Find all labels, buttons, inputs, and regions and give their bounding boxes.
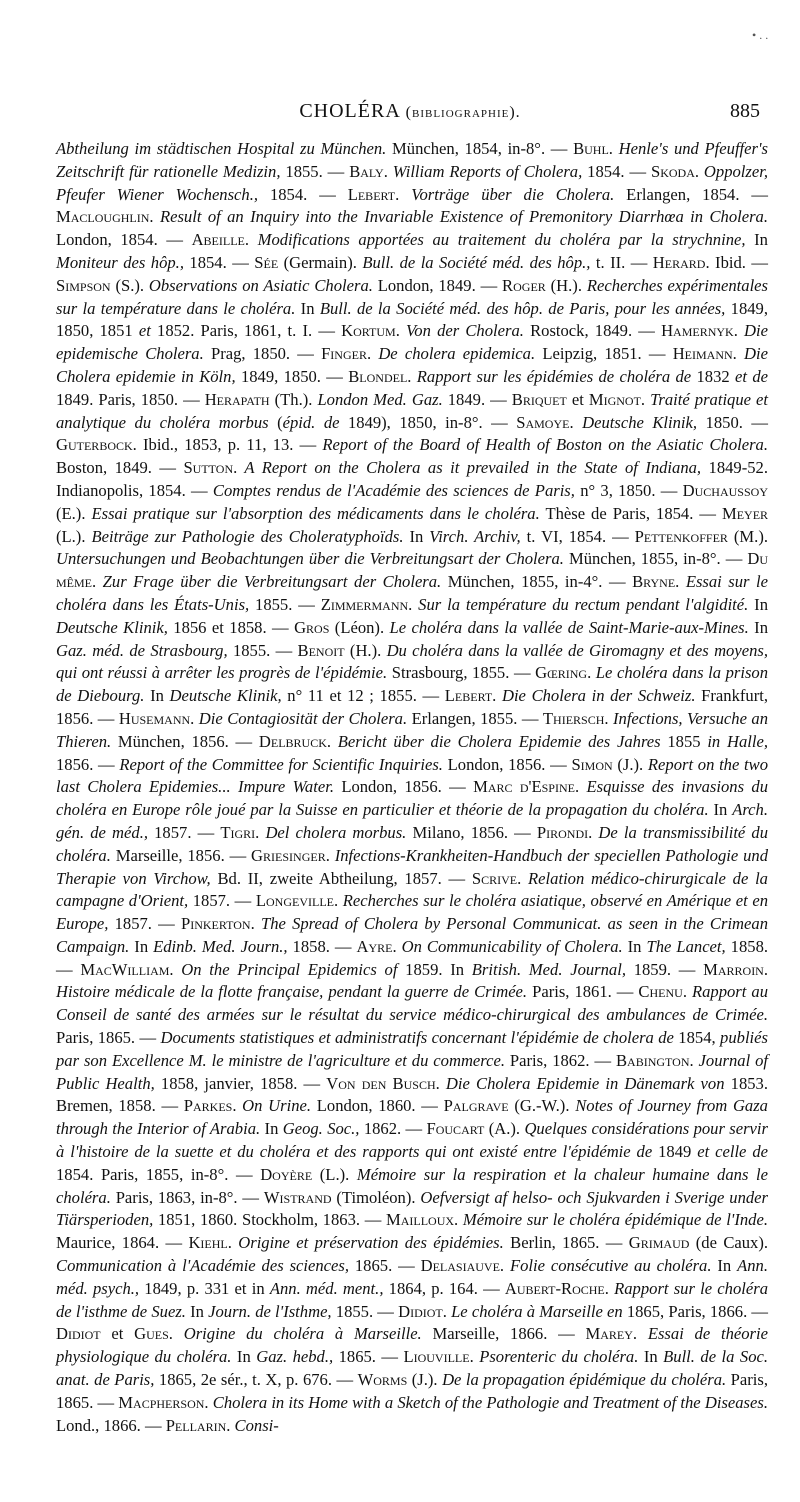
citation-text: Bd. II, zweite Abtheilung, 1857. — [210, 868, 472, 888]
citation-text: In [403, 526, 430, 546]
title-text: Henle's und Pfeuffer's Zeitschrift für rationelle Medizin, [56, 139, 769, 181]
citation-text: (Léon). [329, 617, 390, 637]
author-name: Heimann. [672, 344, 737, 364]
header-title: CHOLÉRA [299, 100, 400, 122]
title-text: The Lancet, [646, 936, 726, 956]
title-text: Le choléra dans la vallée de Saint-Marie-aux-Mines. [389, 617, 749, 637]
author-name: Du même. [56, 549, 768, 592]
title-text: Untersuchungen und Beobachtungen über die Verbreitungsart der Cholera. [56, 549, 564, 569]
author-name: Mailloux. [385, 1210, 459, 1230]
citation-text: (S.). [110, 275, 149, 295]
title-text: Bull. de la Société méd. des hôp., [362, 252, 591, 272]
author-name: Gues. [134, 1324, 173, 1344]
citation-text: (M.). [727, 526, 768, 546]
title-text: William Reports of Cholera, [387, 161, 583, 181]
author-name: Delasiauve. [420, 1256, 505, 1276]
title-text: Communication à l'Académie des sciences, [56, 1256, 349, 1276]
citation-text: In [129, 936, 154, 956]
author-name: Mignot. [588, 389, 646, 409]
citation-text: t. VI, 1854. — [520, 526, 635, 546]
author-name: Herard. [652, 252, 710, 272]
author-name: Lebert. [347, 184, 400, 204]
title-text: De la propagation épidémique du choléra. [442, 1370, 727, 1390]
citation-text: 1859. — [625, 959, 704, 979]
citation-text: London, 1860. — [311, 1096, 444, 1116]
citation-text: Lond., 1866. — [56, 1415, 166, 1435]
citation-text: Prag, 1850. — [203, 344, 322, 364]
title-text: Comptes rendus de l'Académie des sciences de Paris, [212, 480, 575, 500]
citation-text: 1853. Bremen, 1858. — [56, 1073, 768, 1116]
citation-text: 1849, 1850. — [235, 366, 349, 386]
title-text: Sur la température du rectum pendant l'algidité. [412, 594, 749, 614]
citation-text: t. II. — [590, 252, 653, 272]
citation-text: Marseille, 1856. — [110, 845, 252, 865]
title-text: Rapport sur le choléra de l'isthme de Suez. [56, 1278, 768, 1321]
title-text: Journal of Public Health, [56, 1050, 769, 1093]
citation-text: 1855. — [249, 594, 321, 614]
title-text: London Med. Gaz. [317, 389, 443, 409]
citation-text: (Timoléon). [331, 1187, 421, 1207]
citation-text: Strasbourg, 1855. — [387, 663, 536, 683]
author-name: Kortum. [341, 321, 400, 341]
title-text: Observations on Asiatic Cholera. [148, 275, 373, 295]
author-name: Lebert. [444, 686, 497, 706]
citation-text: Erlangen, 1854. — [614, 184, 768, 204]
title-text: Beiträge zur Pathologie des Choleratyphoïds. [91, 526, 404, 546]
citation-text: n° 3, 1850. — [574, 480, 683, 500]
title-text: Virch. Archiv, [429, 526, 521, 546]
title-text: Mémoire sur la respiration et la chaleur humaine dans le choléra. [56, 1164, 768, 1207]
citation-text: 1858. — [56, 936, 769, 979]
author-name: Guterbock. [56, 435, 137, 455]
title-text: Deutsche Klinik, [573, 412, 698, 432]
title-text: Rapport au Conseil de santé des armées sur le résultat du service médico-chirurgical des ambulances de Crimée. [56, 982, 768, 1025]
author-name: Samoye. [516, 412, 574, 432]
title-text: Psorenteric du choléra. [473, 1347, 639, 1367]
citation-text: (Germain). [278, 252, 363, 272]
citation-text: Ibid., 1853, p. 11, 13. — [136, 435, 323, 455]
author-name: Didiot. [398, 1301, 447, 1321]
citation-text: 1849. Paris, 1850. — [56, 389, 205, 409]
title-text: Arch. gén. de méd., [56, 800, 768, 842]
title-text: Origine du choléra à Marseille. [172, 1324, 422, 1344]
citation-text: In [295, 298, 320, 318]
citation-text: Thèse de Paris, 1854. — [539, 503, 722, 523]
author-name: Delbruck. [258, 731, 332, 751]
citation-text: 1864, p. 164. — [383, 1278, 505, 1298]
citation-text: 1855. — [227, 640, 298, 660]
title-text: Edinb. Med. Journ., [153, 936, 288, 956]
citation-text: Maurice, 1864. — [56, 1233, 189, 1253]
citation-text: München, 1855, in-8°. — [563, 549, 748, 569]
title-text: Vorträge über die Cholera. [399, 184, 615, 204]
citation-text: 1858, janvier, 1858. — [154, 1073, 327, 1093]
title-text: Report on the two last Cholera Epidemies... Impure Water. [56, 754, 769, 797]
citation-text: 1832 [691, 366, 736, 386]
title-text: Journ. de l'Isthme, [208, 1301, 332, 1321]
title-text: Report of the Committee for Scientific Inquiries. [119, 754, 443, 774]
author-name: Pirondi. [536, 822, 593, 842]
corner-mark: • . . [752, 28, 769, 42]
author-name: Kiehl. [188, 1233, 232, 1253]
citation-text: In [185, 1301, 209, 1321]
citation-text: (de Caux). [689, 1233, 769, 1253]
author-name: Marc d'Espine. [473, 777, 580, 797]
author-name: Liouville. [403, 1347, 474, 1367]
title-text: Bull. de la Société méd. des hôp. de Paris, pour les années, [319, 298, 726, 318]
author-name: Babington. [615, 1050, 694, 1070]
author-name: Didiot [56, 1324, 101, 1344]
title-text: Mémoire sur le choléra épidémique de l'Inde. [458, 1210, 768, 1230]
title-text: et [138, 321, 151, 341]
title-text: Essai sur le choléra dans les États-Unis, [56, 572, 769, 614]
citation-text: München, 1855, in-4°. — [441, 572, 633, 592]
citation-text: 1849 [652, 1142, 698, 1162]
title-text: Modifications apportées au traitement du choléra par la strychnine, [249, 230, 746, 250]
citation-text: Milano, 1856. — [406, 822, 537, 842]
citation-text: Marseille, 1866. — [421, 1324, 586, 1344]
citation-text: München, 1854, in-8°. — [386, 139, 574, 158]
citation-text: 1856 et 1858. — [167, 617, 295, 637]
author-name: Ayre. [356, 936, 397, 956]
author-name: Thiersch. [542, 708, 609, 728]
title-text: Gaz. méd. de Strasbourg, [56, 640, 228, 660]
citation-text: In [622, 936, 647, 956]
citation-text: 1854, [673, 1028, 721, 1048]
author-name: Gros [294, 617, 330, 637]
title-text: Traité pratique et analytique du choléra morbus [56, 389, 769, 432]
citation-text: 1857. — [148, 822, 221, 842]
citation-text: 1865, 2e sér., t. X, p. 676. — [154, 1370, 358, 1390]
author-name: Sée [254, 252, 279, 272]
citation-text: et [566, 389, 589, 409]
title-text: Essai pratique sur l'absorption des médicaments dans le choléra. [91, 503, 540, 523]
title-text: Die epidemische Cholera. [56, 321, 769, 364]
author-name: Marey. [585, 1324, 638, 1344]
citation-text: (H.). [545, 275, 587, 295]
author-name: Blondel. [348, 366, 412, 386]
author-name: Scrive. [471, 868, 522, 888]
citation-text: 1858. — [287, 936, 357, 956]
citation-text: In [144, 686, 170, 706]
citation-text: (G.-W.). [508, 1096, 576, 1116]
header-subtitle: (bibliographie). [405, 104, 521, 121]
title-text: et celle de [697, 1142, 768, 1162]
citation-text: et [100, 1324, 135, 1344]
title-text: Folie consécutive au choléra. [504, 1256, 712, 1276]
citation-text: (L.). [312, 1164, 357, 1184]
author-name: Longeville. [255, 891, 339, 911]
citation-text: (J.). [407, 1370, 443, 1390]
author-name: Husemann. [118, 708, 195, 728]
title-text: Infections, Versuche an Thieren. [56, 708, 768, 751]
title-text: Rapport sur les épidémies de choléra de [411, 366, 692, 386]
running-header [60, 100, 760, 130]
title-text: Oppolzer, Pfeufer Wiener Wochensch., [56, 161, 769, 204]
title-text: British. Med. Journal, [471, 959, 626, 979]
author-name: Griesinger. [251, 845, 330, 865]
title-text: Del cholera morbus. [259, 822, 407, 842]
author-name: Simpson [56, 275, 111, 295]
title-text: Die Cholera in der Schweiz. [496, 686, 696, 706]
citation-text: 1865. — [349, 1256, 421, 1276]
citation-text: Berlin, 1865. — [503, 1233, 629, 1253]
citation-text: (E.). [56, 503, 92, 523]
author-name: Briquet [511, 389, 567, 409]
citation-text: (H.). [344, 640, 387, 660]
title-text: Bericht über die Cholera Epidemie des Jahres [331, 731, 661, 751]
citation-text: 1854. Paris, 1855, in-8°. — [56, 1164, 261, 1184]
citation-text: n° 11 et 12 ; 1855. — [281, 686, 445, 706]
citation-text: 1865. — [333, 1347, 404, 1367]
citation-text: London, 1854. — [56, 230, 192, 250]
citation-text: (L.). [56, 526, 92, 546]
page-number: 885 [730, 100, 760, 122]
author-name: Aubert-Roche. [504, 1278, 609, 1298]
citation-text: Paris, 1863, in-8°. — [110, 1187, 264, 1207]
author-name: Parkes. [183, 1096, 237, 1116]
citation-text: (J.). [612, 754, 648, 774]
author-name: Roger [502, 275, 546, 295]
author-name: Worms [357, 1370, 408, 1390]
author-name: Von den Busch. [326, 1073, 440, 1093]
title-text: Du choléra dans la vallée de Giromagny et des moyens, qui ont réussi à arrêter les progrès de l'épidémie. [56, 640, 768, 683]
author-name: Macpherson. [118, 1392, 209, 1412]
title-text: Le choléra dans la prison de Diebourg. [56, 663, 769, 706]
author-name: Duchaussoy [682, 480, 768, 500]
title-text: A Report on the Cholera as it prevailed in the State of Indiana, [237, 458, 702, 478]
author-name: Doyère [260, 1164, 313, 1184]
title-text: The Spread of Cholera by Personal Communicat. as seen in the Crimean Campaign. [56, 914, 768, 956]
author-name: Finger. [321, 344, 372, 364]
title-text: Deutsche Klinik, [169, 686, 282, 706]
author-name: Herapath [204, 389, 270, 409]
citation-text: 1849, 1850, 1851 [56, 298, 768, 341]
title-text: Abtheilung im städtischen Hospital zu München. [56, 139, 387, 158]
author-name: Zimmermann. [320, 594, 413, 614]
citation-text: 1862. — [359, 1119, 427, 1139]
author-name: Sutton. [183, 458, 238, 478]
citation-text: London, 1856. — [442, 754, 572, 774]
author-name: Simon [571, 754, 613, 774]
title-text: Ann. méd. ment., [269, 1278, 384, 1298]
title-text: in Halle, [707, 731, 768, 751]
title-text: Essai de théorie physiologique du choléra. [56, 1324, 768, 1367]
citation-text: ( [268, 412, 283, 432]
citation-text: München, 1856. — [111, 731, 259, 751]
citation-text: 1865, Paris, 1866. — [622, 1301, 768, 1321]
title-text: Relation médico-chirurgicale de la campagne d'Orient, [56, 868, 768, 911]
author-name: Marroin. [703, 959, 768, 979]
title-text: Ann. méd. psych., [56, 1256, 768, 1298]
title-text: Gaz. hebd., [256, 1347, 334, 1367]
title-text: Origine et préservation des épidémies. [231, 1233, 504, 1253]
running-title [60, 100, 760, 123]
citation-text: In [745, 230, 768, 250]
citation-text: In [748, 617, 768, 637]
citation-text: In [638, 1347, 664, 1367]
citation-text: In [748, 594, 768, 614]
title-text: De la transmissibilité du choléra. [56, 822, 769, 865]
title-text: Bull. de la Soc. anat. de Paris, [56, 1347, 769, 1390]
citation-text: London, 1849. — [372, 275, 503, 295]
citation-text: In [231, 1347, 257, 1367]
citation-text: 1851, 1860. Stockholm, 1863. — [153, 1210, 386, 1230]
title-text: Consi- [230, 1415, 279, 1435]
title-text: Documents statistiques et administratifs concernant l'épidémie de cholera de [160, 1028, 674, 1048]
title-text: On Urine. [236, 1096, 312, 1116]
author-name: Palgrave [443, 1096, 509, 1116]
bibliography-text [56, 138, 768, 1437]
title-text: Oefversigt af helso- och Sjukvarden i Sverige under Tiärsperioden, [56, 1187, 768, 1230]
title-text: On Communicability of Cholera. [396, 936, 623, 956]
citation-text: Paris, 1861. — [527, 982, 639, 1002]
title-text: Cholera in its Home with a Sketch of the Pathologie and Treatment of the Diseases. [208, 1392, 768, 1412]
citation-text: 1854. — [258, 184, 348, 204]
citation-text: 1852. Paris, 1861, t. I. — [150, 321, 342, 341]
title-text: Le choléra à Marseille en [446, 1301, 623, 1321]
title-text: Von der Cholera. [399, 321, 524, 341]
citation-text: 1856. — [56, 754, 120, 774]
title-text: Deutsche Klinik, [56, 617, 168, 637]
author-name: Meyer [721, 503, 769, 523]
citation-text: 1849), 1850, in-8°. — [339, 412, 517, 432]
citation-text: (Th.). [269, 389, 318, 409]
author-name: Wistrand [263, 1187, 332, 1207]
citation-text: Ibid. — [709, 252, 768, 272]
title-text: publiés par son Excellence M. le ministre de l'agriculture et du commerce. [56, 1028, 768, 1070]
citation-text: Paris, 1865. — [56, 1370, 769, 1412]
citation-text: 1849. — [442, 389, 512, 409]
author-name: Buhl. [573, 139, 613, 158]
title-text: Zur Frage über die Verbreitungsart der Cholera. [96, 572, 442, 592]
title-text: Notes of Journey from Gaza through the Interior of Arabia. [56, 1096, 768, 1139]
citation-text: Frankfurt, 1856. — [56, 686, 768, 728]
title-text: Report of the Board of Health of Boston on the Asiatic Cholera. [322, 435, 768, 455]
author-name: Chenu. [638, 982, 687, 1002]
title-text: Die Cholera Epidemie in Dänemark von [439, 1073, 725, 1093]
citation-text: 1854. — [582, 161, 651, 181]
title-text: On the Principal Epidemics of [173, 959, 398, 979]
author-name: Hamernyk. [661, 321, 738, 341]
author-name: Skoda. [650, 161, 700, 181]
author-name: Bryne. [632, 572, 680, 592]
citation-text: 1849-52. Indianopolis, 1854. — [56, 458, 768, 500]
title-text: Recherches expérimentales sur la température dans le choléra. [56, 275, 769, 318]
citation-text: In [708, 800, 733, 820]
citation-text: London, 1856. — [333, 777, 474, 797]
title-text: Quelques considérations pour servir à l'histoire de la suette et du choléra et des rapports qui ont existé entre l'épidémie de [56, 1119, 768, 1162]
author-name: Macloughlin. [56, 207, 154, 227]
citation-text: Leipzig, 1851. — [535, 344, 673, 364]
citation-text: 1854. — [183, 252, 255, 272]
citation-text: Paris, 1862. — [505, 1050, 616, 1070]
author-name: Foucart [426, 1119, 485, 1139]
title-text: Histoire médicale de la flotte française, pendant la guerre de Crimée. [56, 982, 528, 1002]
citation-text: 1849, p. 331 et in [139, 1278, 270, 1298]
citation-text: 1855. — [331, 1301, 399, 1321]
citation-text: 1857. — [188, 891, 256, 911]
citation-text: In [711, 1256, 738, 1276]
citation-text: (A.). [484, 1119, 525, 1139]
author-name: Baly. [349, 161, 388, 181]
author-name: MacWilliam. [80, 959, 174, 979]
title-text: Die Cholera epidemie in Köln, [56, 344, 769, 386]
title-text: Result of an Inquiry into the Invariable Existence of Premonitory Diarrhœa in Cholera. [153, 207, 768, 227]
citation-text: Paris, 1865. — [56, 1028, 161, 1048]
title-text: Infections-Krankheiten-Handbuch der speciellen Pathologie und Therapie von Virchow, [56, 845, 768, 888]
author-name: Gœring. [535, 663, 592, 683]
citation-text: 1850. — [697, 412, 768, 432]
title-text: épid. de [282, 412, 340, 432]
citation-text: 1855. — [280, 161, 350, 181]
title-text: De cholera epidemica. [371, 344, 536, 364]
citation-text: 1857. — [108, 914, 181, 934]
citation-text: In [260, 1119, 283, 1139]
title-text: Geog. Soc., [282, 1119, 360, 1139]
author-name: Pellarin. [165, 1415, 231, 1435]
author-name: Benoit [297, 640, 345, 660]
author-name: Pettenkoffer [634, 526, 728, 546]
title-text: Recherches sur le choléra asiatique, observé en Amérique et en Europe, [56, 891, 769, 934]
citation-text: 1855 [660, 731, 708, 751]
title-text: Die Contagiosität der Cholera. [194, 708, 408, 728]
citation-text: Boston, 1849. — [56, 458, 184, 478]
citation-text: Erlangen, 1855. — [407, 708, 543, 728]
title-text: Moniteur des hôp., [56, 252, 184, 272]
title-text: et de [735, 366, 769, 386]
author-name: Grimaud [628, 1233, 690, 1253]
author-name: Abeille. [191, 230, 250, 250]
citation-text: Rostock, 1849. — [523, 321, 662, 341]
author-name: Tigri. [220, 822, 260, 842]
citation-text: 1859. In [397, 959, 472, 979]
title-text: Esquisse des invasions du choléra en Europe rôle joué par la Suisse en particulier et théorie de la propagation du choléra. [56, 777, 768, 820]
author-name: Pinkerton. [180, 914, 255, 934]
